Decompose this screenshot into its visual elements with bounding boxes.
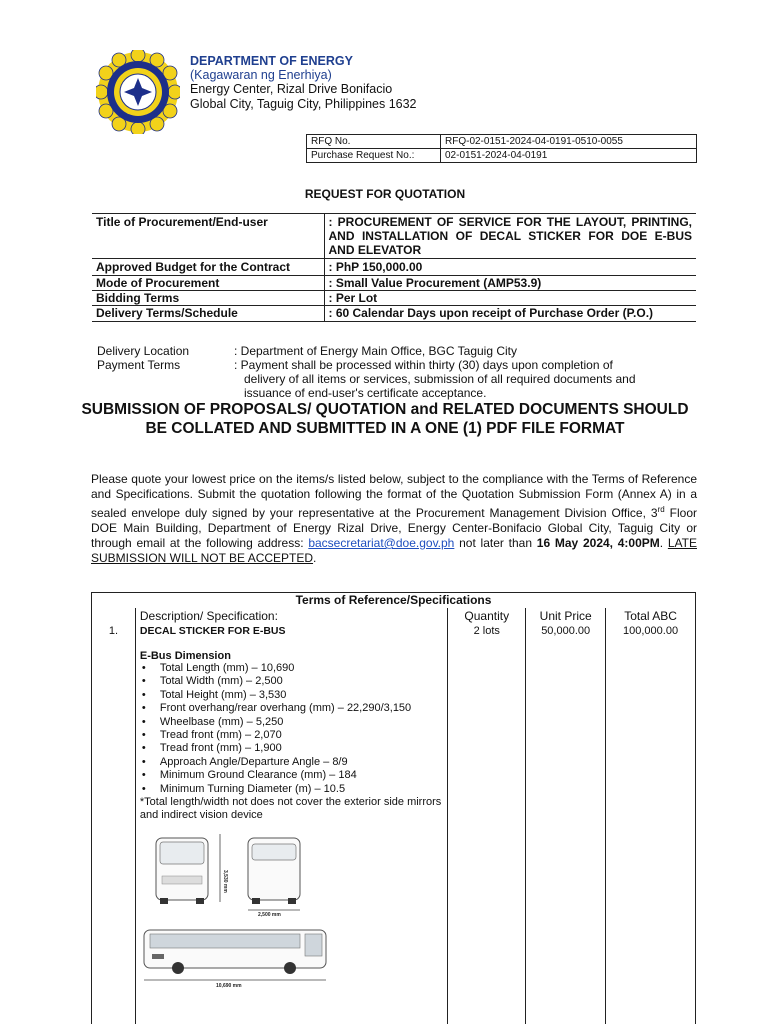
item-description — [135, 624, 447, 1024]
dimension-item: • Total Length (mm) – 10,690 — [140, 662, 443, 675]
payment-terms-line-1: : Payment shall be processed within thirty (30) days upon completion of — [234, 358, 613, 372]
mode-label: Mode of Procurement — [92, 276, 324, 291]
dimension-list — [140, 662, 443, 796]
bus-rear-view — [248, 838, 300, 904]
dimension-item: • Total Height (mm) – 3,530 — [140, 689, 443, 702]
item-number: 1. — [92, 624, 136, 1024]
bus-diagram — [140, 830, 340, 990]
dimension-item: • Front overhang/rear overhang (mm) – 22,290/3,150 — [140, 702, 443, 715]
department-name: DEPARTMENT OF ENERGY — [190, 54, 353, 68]
bus-side-view — [144, 930, 326, 974]
delivery-location-label: Delivery Location — [97, 344, 190, 358]
bidding-value: : Per Lot — [324, 291, 696, 306]
header-total-abc: Total ABC — [606, 608, 696, 624]
mode-value: : Small Value Procurement (AMP53.9) — [324, 276, 696, 291]
payment-terms-label: Payment Terms — [97, 358, 181, 372]
para-part-4: . — [659, 536, 668, 550]
procurement-details-table — [92, 213, 696, 322]
dimension-item: • Minimum Ground Clearance (mm) – 184 — [140, 769, 443, 782]
doe-seal-logo — [96, 50, 180, 134]
instructions-paragraph — [91, 472, 697, 566]
document-title: REQUEST FOR QUOTATION — [304, 187, 466, 201]
para-part-2: Floor DOE Main Building, Department of Energy Rizal Drive, Energy Center-Bonifacio Global City, Taguig City or through email at the following address: — [91, 506, 697, 550]
dimension-note: *Total length/width not does not cover the exterior side mirrors and indirect vision device — [139, 796, 442, 822]
para-part-5: . — [313, 551, 317, 565]
item-total-abc: 100,000.00 — [606, 624, 696, 1024]
purchase-request-value: 02-0151-2024-04-0191 — [441, 149, 697, 163]
budget-value: : PhP 150,000.00 — [324, 259, 696, 276]
dimension-item: • Tread front (mm) – 2,070 — [140, 729, 443, 742]
payment-terms-value — [234, 358, 680, 400]
para-part-1: Please quote your lowest price on the items/s listed below, subject to the compliance with the Terms of Reference and Specifications. Submit the quotation following the format of the Quotation Submission Form (Annex A) in a sealed envelope duly signed by your representative at the Procurement Management Division Office, 3 — [91, 472, 697, 520]
dimension-item: • Total Width (mm) – 2,500 — [140, 675, 443, 688]
header-unit-price: Unit Price — [526, 608, 606, 624]
department-local-name: (Kagawaran ng Enerhiya) — [190, 68, 332, 82]
rfq-no-label: RFQ No. — [307, 135, 441, 149]
header-description: Description/ Specification: — [135, 608, 447, 624]
dimension-item: • Tread front (mm) – 1,900 — [140, 742, 443, 755]
rfq-no-value: RFQ-02-0151-2024-04-0191-0510-0055 — [441, 135, 697, 149]
item-unit-price: 50,000.00 — [526, 624, 606, 1024]
item-name: DECAL STICKER FOR E-BUS — [139, 625, 286, 637]
budget-label: Approved Budget for the Contract — [92, 259, 324, 276]
width-label: 2,500 mm — [257, 912, 281, 919]
title-label: Title of Procurement/End-user — [92, 214, 324, 259]
header-quantity: Quantity — [448, 608, 526, 624]
bus-drawings — [140, 830, 340, 990]
late-submission-notice: LATE SUBMISSION WILL NOT BE ACCEPTED — [91, 536, 697, 565]
submission-notice: SUBMISSION OF PROPOSALS/ QUOTATION and RELATED DOCUMENTS SHOULD BE COLLATED AND SUBMITTED IN A ONE (1) PDF FILE FORMAT — [81, 401, 689, 437]
bus-front-view — [156, 838, 208, 904]
item-quantity: 2 lots — [448, 624, 526, 1024]
header-no — [92, 608, 136, 624]
address-line-2: Global City, Taguig City, Philippines 1632 — [190, 97, 417, 111]
dimension-item: • Approach Angle/Departure Angle – 8/9 — [140, 756, 443, 769]
dimension-item: • Minimum Turning Diameter (m) – 10.5 — [140, 783, 443, 796]
purchase-request-label: Purchase Request No.: — [307, 149, 441, 163]
height-label: 3,530 mm — [221, 870, 228, 893]
specs-title: Terms of Reference/Specifications — [92, 593, 696, 609]
deadline: 16 May 2024, 4:00PM — [536, 536, 660, 550]
address-line-1: Energy Center, Rizal Drive Bonifacio — [190, 82, 393, 96]
payment-terms-line-2: delivery of all items or services, submission of all required documents and issuance of end-user's certificate acceptance. — [244, 372, 636, 400]
para-superscript: rd — [657, 505, 665, 514]
title-value: : PROCUREMENT OF SERVICE FOR THE LAYOUT, PRINTING, AND INSTALLATION OF DECAL STICKER FOR DOE E-BUS AND ELEVATOR — [324, 214, 696, 259]
dimension-item: • Wheelbase (mm) – 5,250 — [140, 716, 443, 729]
delivery-terms-label: Delivery Terms/Schedule — [92, 306, 324, 322]
delivery-terms-value: : 60 Calendar Days upon receipt of Purchase Order (P.O.) — [324, 306, 696, 322]
ebus-dimension-title: E-Bus Dimension — [139, 650, 231, 662]
rfq-info-box — [306, 134, 697, 163]
delivery-location-value: : Department of Energy Main Office, BGC Taguig City — [234, 344, 518, 358]
para-part-3: not later than — [454, 536, 537, 550]
email-link[interactable]: bacsecretariat@doe.gov.ph — [308, 536, 455, 550]
bidding-label: Bidding Terms — [92, 291, 324, 306]
specifications-table — [91, 592, 696, 1024]
length-label: 10,690 mm — [215, 983, 242, 990]
